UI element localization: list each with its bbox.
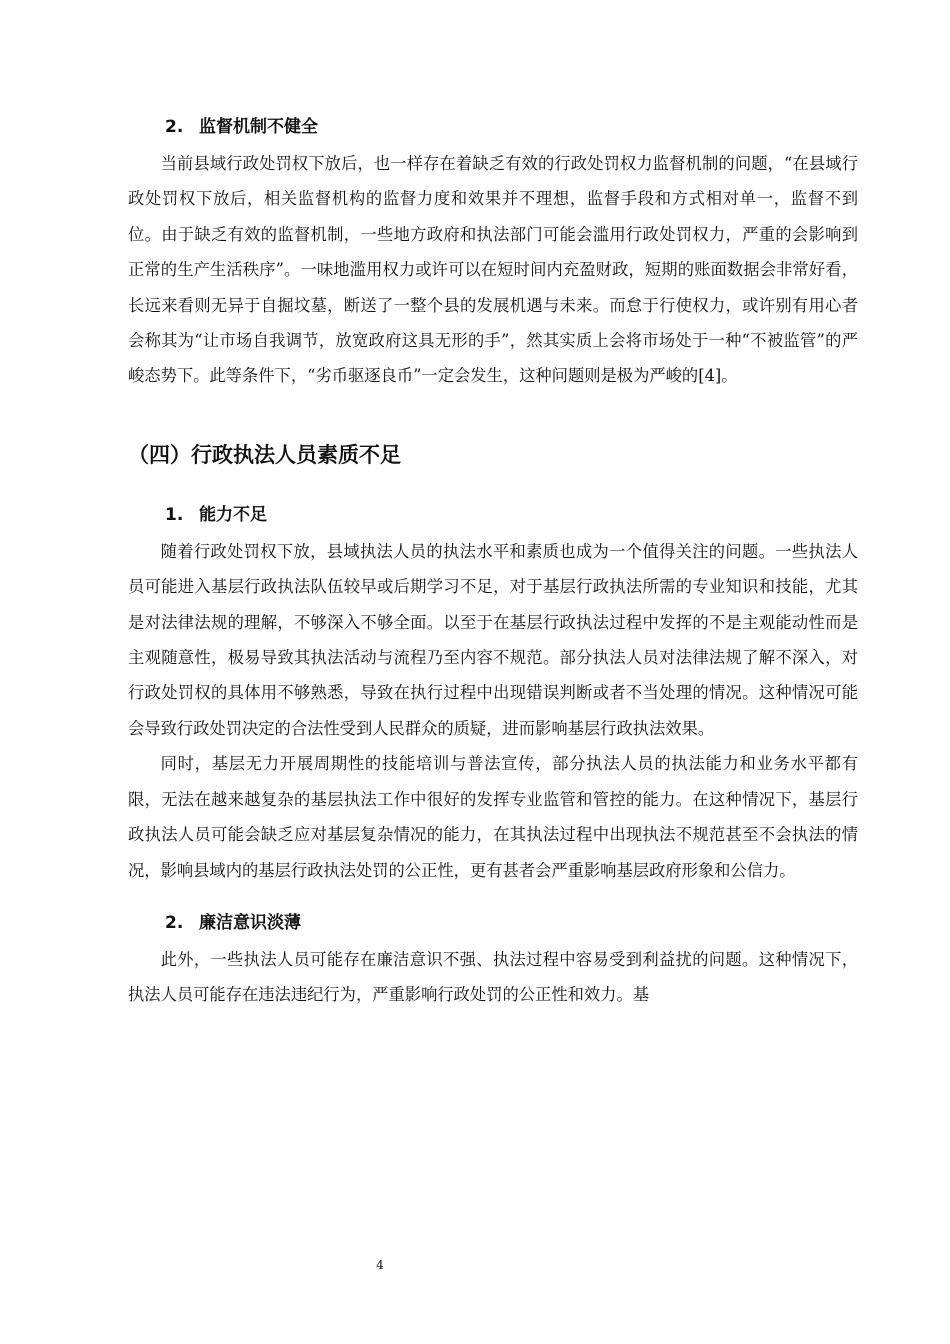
section-number: 2. [165, 117, 184, 137]
section-title: 廉洁意识淡薄 [199, 912, 301, 933]
paragraph-integrity: 此外，一些执法人员可能存在廉洁意识不强、执法过程中容易受到利益扰的问题。这种情况下，执法人员可能存在违法违纪行为，严重影响行政处罚的公正性和效力。基 [128, 949, 858, 1005]
section-number: 2. [165, 912, 184, 933]
section-number: 1. [165, 504, 184, 525]
paragraph-ability-1: 随着行政处罚权下放，县域执法人员的执法水平和素质也成为一个值得关注的问题。一些执法人员可能进入基层行政执法队伍较早或后期学习不足，对于基层行政执法所需的专业知识和技能，尤其是对法律法规的理解，不够深入不够全面。以至于在基层行政执法过程中发挥的不是主观能动性而是主观随意性，极易导致其执法活动与流程乃至内容不规范。部分执法人员对法律法规了解不深入，对行政处罚权的具体用不够熟悉，导致在执行过程中出现错误判断或者不当处理的情况。这种情况可能会导致行政处罚决定的合法性受到人民群众的质疑，进而影响基层行政执法效果。 [128, 541, 858, 738]
paragraph-supervision: 当前县域行政处罚权下放后，也一样存在着缺乏有效的行政处罚权力监督机制的问题，“在县域行政处罚权下放后，相关监督机构的监督力度和效果并不理想，监督手段和方式相对单一，监督不到位。由于缺乏有效的监督机制，一些地方政府和执法部门可能会滥用行政处罚权力，严重的会影响到正常的生产生活秩序”。一味地滥用权力或许可以在短时间内充盈财政，短期的账面数据会非常好看，长远来看则无异于自掘坟墓，断送了一整个县的发展机遇与未来。而怠于行使权力，或许别有用心者会称其为“让市场自我调节，放宽政府这具无形的手”，然其实质上会将市场处于一种“不被监管”的严峻态势下。此等条件下，“劣币驱逐良币”一定会发生，这种问题则是极为严峻的[4]。 [128, 154, 858, 386]
paragraph-ability-2: 同时，基层无力开展周期性的技能培训与普法宣传，部分执法人员的执法能力和业务水平都有限，无法在越来越复杂的基层执法工作中很好的发挥专业监管和管控的能力。在这种情况下，基层行政执法人员可能会缺乏应对基层复杂情况的能力，在其执法过程中出现执法不规范甚至不会执法的情况，影响县域内的基层行政执法处罚的公正性，更有甚者会严重影响基层政府形象和公信力。 [128, 754, 858, 880]
section-heading-integrity [128, 908, 858, 938]
page-number: 4 [376, 1258, 384, 1272]
section-heading-ability [128, 500, 858, 530]
section-title: 监督机制不健全 [199, 117, 318, 137]
chapter-heading: （四）行政执法人员素质不足 [128, 442, 401, 467]
section-heading-supervision [128, 112, 858, 142]
document-body [128, 112, 858, 1013]
section-title: 能力不足 [199, 504, 267, 525]
